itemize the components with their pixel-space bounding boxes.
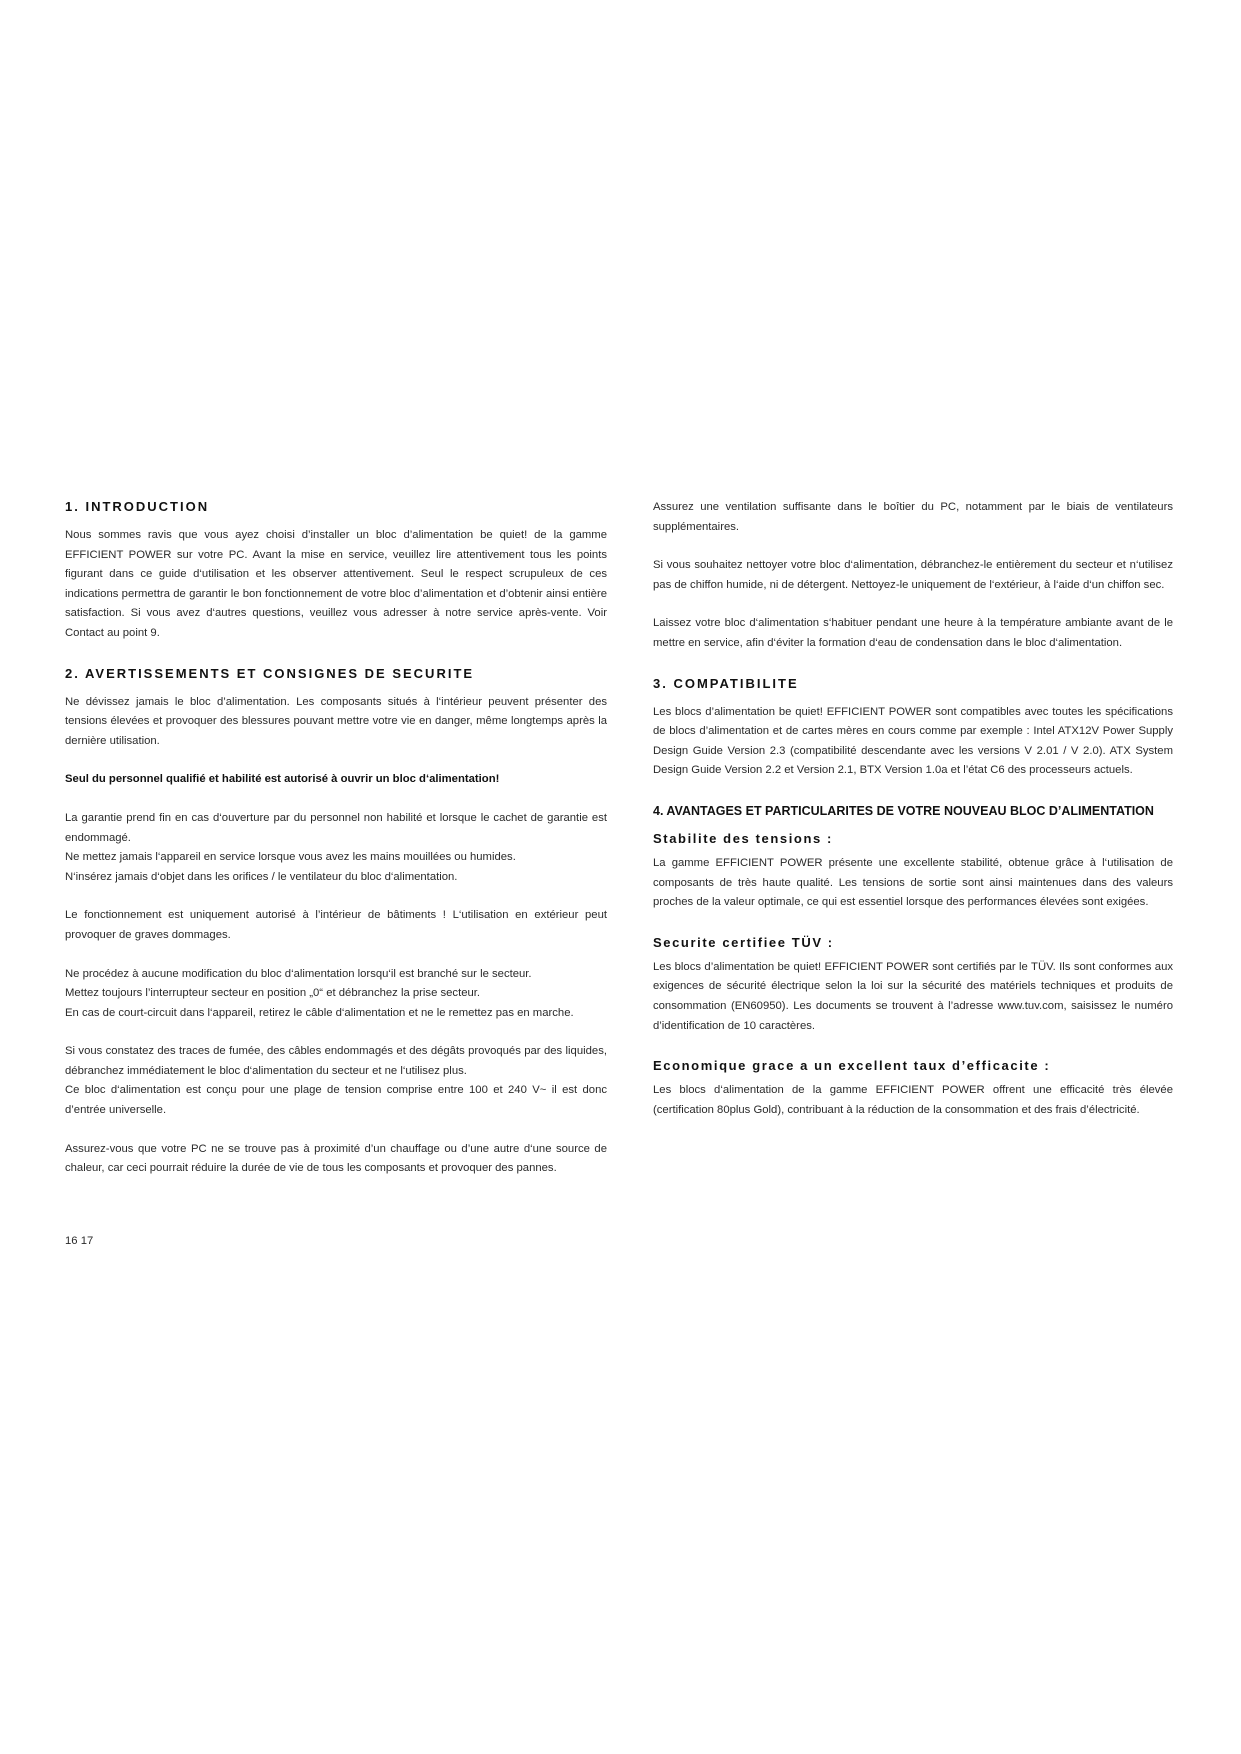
- warning-paragraph-1: Ne dévissez jamais le bloc d’alimentation. Les composants situés à l‘intérieur peuvent présenter des tensions élevées et provoquer des blessures pouvant mettre votre vie en danger, même longtemps après la dernière utilisation.: [65, 695, 607, 747]
- page-numbers: 16 17: [65, 1235, 94, 1247]
- voltage-stability-paragraph: La gamme EFFICIENT POWER présente une excellente stabilité, obtenue grâce à l‘utilisation de composants de très haute qualité. Les tensions de sortie sont ainsi maintenues dans des valeurs proches de la valeur optimale, ce qui est essentiel lorsque des performances élevées sont exigées.: [653, 856, 1173, 909]
- ventilation-paragraph: Assurez une ventilation suffisante dans le boîtier du PC, notamment par le biais de ventilateurs supplémentaires.: [653, 501, 1173, 533]
- intro-paragraph: Nous sommes ravis que vous ayez choisi d’installer un bloc d’alimentation be quiet! de la gamme EFFICIENT POWER sur votre PC. Avant la mise en service, veuillez lire attentivement tous les points figurant dans ce guide d‘utilisation et les observer attentivement. Seul le respect scrupuleux de ces indications permettra de garantir le bon fonctionnement de votre bloc d’alimentation et d’obtenir ainsi entière satisfaction. Si vous avez d‘autres questions, veuillez vous adresser à notre service après-vente. Voir Contact au point 9.: [65, 529, 607, 639]
- no-modification-paragraph: Ne procédez à aucune modification du bloc d‘alimentation lorsqu‘il est branché sur le secteur.: [65, 967, 532, 980]
- condensation-paragraph: Laissez votre bloc d‘alimentation s‘habituer pendant une heure à la température ambiante avant de le mettre en service, afin d‘éviter la formation d‘eau de condensation dans le bloc d‘alimentation.: [653, 617, 1173, 649]
- indoor-use-paragraph: Le fonctionnement est uniquement autorisé à l’intérieur de bâtiments ! L‘utilisation en extérieur peut provoquer de graves dommages.: [65, 909, 607, 941]
- qualified-personnel-warning: Seul du personnel qualifié et habilité est autorisé à ouvrir un bloc d‘alimentation!: [65, 773, 500, 786]
- switch-off-paragraph: Mettez toujours l’interrupteur secteur en position „0“ et débranchez la prise secteur.: [65, 987, 481, 1000]
- tuv-subtitle: Securite certifiee TÜV :: [653, 934, 834, 950]
- left-column: [65, 498, 607, 1179]
- section-3-title: 3. COMPATIBILITE: [653, 675, 799, 691]
- smoke-damage-paragraph: Si vous constatez des traces de fumée, des câbles endommagés et des dégâts provoqués par des liquides, débranchez immédiatement le bloc d‘alimentation du secteur et ne l‘utilisez plus.: [65, 1045, 607, 1077]
- heat-source-paragraph: Assurez-vous que votre PC ne se trouve pas à proximité d’un chauffage ou d’une autre d‘une source de chaleur, car ceci pourrait réduire la durée de vie de tous les composants et provoquer des pannes.: [65, 1142, 607, 1175]
- compatibility-paragraph: Les blocs d’alimentation be quiet! EFFICIENT POWER sont compatibles avec toutes les spécifications de blocs d’alimentation et de cartes mères en cours comme par exemple : Intel ATX12V Power Supply Design Guide Version 2.3 (compatibilité descendante avec les versions V 2.01 / V 2.0). ATX System Design Guide Version 2.2 et Version 2.1, BTX Version 1.0a et l’état C6 des processeurs actuels.: [653, 705, 1173, 777]
- cleaning-paragraph: Si vous souhaitez nettoyer votre bloc d‘alimentation, débranchez-le entièrement du secteur et n‘utilisez pas de chiffon humide, ni de détergent. Nettoyez-le uniquement de l‘extérieur, à l‘aide d‘un chiffon sec.: [653, 559, 1173, 591]
- wet-hands-paragraph: Ne mettez jamais l‘appareil en service lorsque vous avez les mains mouillées ou humides.: [65, 851, 516, 864]
- efficiency-paragraph: Les blocs d‘alimentation de la gamme EFFICIENT POWER offrent une efficacité très élevée (certification 80plus Gold), contribuant à la réduction de la consommation et des frais d’électricité.: [653, 1084, 1173, 1116]
- section-2-title: 2. AVERTISSEMENTS ET CONSIGNES DE SECURITE: [65, 665, 475, 681]
- tuv-paragraph: Les blocs d’alimentation be quiet! EFFICIENT POWER sont certifiés par le TÜV. Ils sont conformes aux exigences de sécurité électrique selon la loi sur la sécurité des matériels techniques et produits de consommation (EN60950). Les documents se trouvent à l’adresse www.tuv.com, saisissez le numéro d’identification de 10 caractères.: [653, 960, 1173, 1032]
- short-circuit-paragraph: En cas de court-circuit dans l‘appareil, retirez le câble d‘alimentation et ne le remettez pas en marche.: [65, 1006, 574, 1019]
- voltage-range-paragraph: Ce bloc d‘alimentation est conçu pour une plage de tension comprise entre 100 et 240 V~ il est donc d’entrée universelle.: [65, 1084, 607, 1117]
- section-1-title: 1. INTRODUCTION: [65, 499, 210, 514]
- objects-paragraph: N‘insérez jamais d‘objet dans les orifices / le ventilateur du bloc d‘alimentation.: [65, 870, 458, 883]
- right-column: [653, 498, 1173, 1120]
- warranty-paragraph: La garantie prend fin en cas d‘ouverture par du personnel non habilité et lorsque le cachet de garantie est endommagé.: [65, 811, 607, 844]
- voltage-stability-subtitle: Stabilite des tensions :: [653, 830, 833, 846]
- efficiency-subtitle: Economique grace a un excellent taux d’efficacite :: [653, 1058, 1051, 1074]
- section-4-title: 4. AVANTAGES ET PARTICULARITES DE VOTRE NOUVEAU BLOC D’ALIMENTATION: [653, 803, 1154, 818]
